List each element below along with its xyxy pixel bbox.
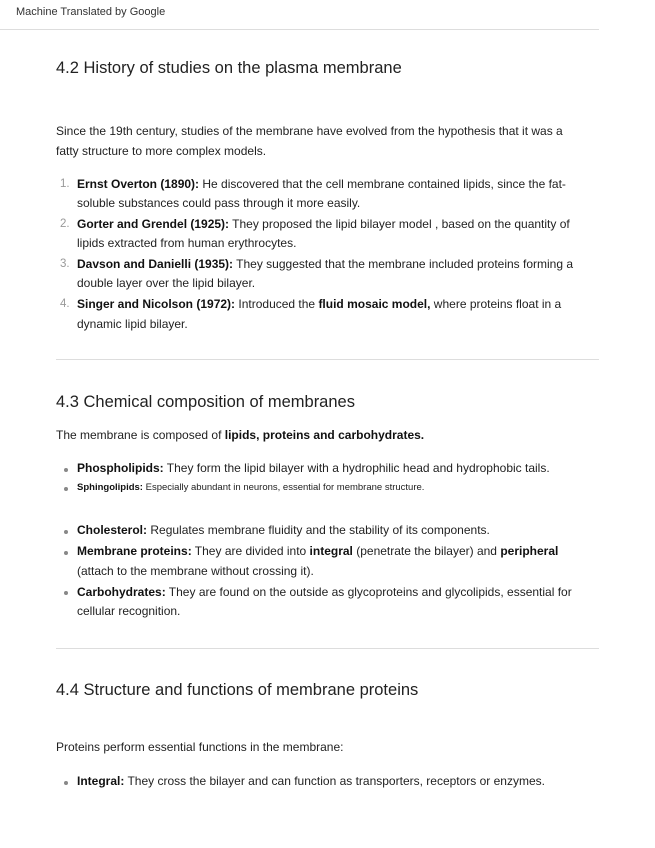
composition-list-1 bbox=[60, 459, 580, 498]
item-term: Davson and Danielli (1935): bbox=[77, 257, 234, 272]
item-text: They are found on the outside as glycoproteins and glycolipids, essential for cellular recognition. bbox=[77, 584, 572, 619]
item-text: They form the lipid bilayer with a hydrophilic head and hydrophobic tails. bbox=[163, 461, 550, 475]
section-4-4-intro: Proteins perform essential functions in the membrane: bbox=[56, 740, 344, 754]
item-term: Ernst Overton (1890): bbox=[77, 177, 200, 191]
section-4-2-intro: Since the 19th century, studies of the membrane have evolved from the hypothesis that it was a fatty structure to more complex models. bbox=[56, 124, 563, 158]
item-term-emphasis: integral bbox=[309, 544, 353, 559]
section-divider bbox=[56, 648, 599, 649]
list-number: 2. bbox=[60, 218, 70, 231]
list-number: 4. bbox=[60, 298, 70, 311]
list-item bbox=[60, 295, 580, 334]
item-term-emphasis: fluid mosaic model, bbox=[318, 297, 431, 312]
section-4-4-title: 4.4 Structure and functions of membrane proteins bbox=[56, 681, 419, 699]
item-term: Gorter and Grendel (1925): bbox=[77, 217, 230, 232]
item-text: They cross the bilayer and can function as transporters, receptors or enzymes. bbox=[124, 774, 545, 788]
top-divider bbox=[0, 29, 599, 30]
translation-banner: Machine Translated by Google bbox=[16, 6, 166, 18]
item-text: where proteins float in a dynamic lipid bilayer. bbox=[77, 297, 562, 331]
item-text: Especially abundant in neurons, essential for membrane structure. bbox=[142, 482, 425, 494]
list-item bbox=[60, 175, 580, 214]
bullet-icon bbox=[64, 487, 68, 491]
section-divider bbox=[56, 359, 599, 360]
list-item bbox=[60, 521, 580, 540]
section-4-2-title: 4.2 History of studies on the plasma membrane bbox=[56, 59, 402, 77]
bullet-icon bbox=[64, 591, 68, 595]
protein-list bbox=[60, 772, 580, 793]
list-item bbox=[60, 480, 580, 496]
item-text: He discovered that the cell membrane contained lipids, since the fat-soluble substances could pass through it more easily. bbox=[77, 177, 566, 211]
intro-text: The membrane is composed of bbox=[56, 428, 225, 442]
list-item bbox=[60, 459, 580, 478]
list-number: 3. bbox=[60, 258, 70, 271]
intro-emphasis: lipids, proteins and carbohydrates. bbox=[224, 428, 425, 442]
item-term: Sphingolipids: bbox=[77, 482, 143, 494]
list-item bbox=[60, 542, 580, 581]
item-text: Introduced the bbox=[235, 297, 319, 312]
item-text: Regulates membrane fluidity and the stability of its components. bbox=[147, 523, 490, 537]
item-term: Singer and Nicolson (1972): bbox=[77, 297, 236, 312]
item-term: Membrane proteins: bbox=[77, 544, 192, 559]
item-text: (attach to the membrane without crossing it). bbox=[77, 563, 314, 578]
item-term: Phospholipids: bbox=[77, 461, 164, 475]
section-4-3-title: 4.3 Chemical composition of membranes bbox=[56, 393, 355, 411]
item-term: Carbohydrates: bbox=[77, 584, 166, 599]
item-text: They suggested that the membrane included proteins forming a double layer over the lipid bilayer. bbox=[77, 257, 574, 291]
list-item bbox=[60, 772, 580, 791]
list-item bbox=[60, 583, 580, 622]
item-term-emphasis: peripheral bbox=[500, 544, 559, 559]
bullet-icon bbox=[64, 551, 68, 555]
section-4-3-intro bbox=[56, 426, 424, 445]
bullet-icon bbox=[64, 468, 68, 472]
item-term: Integral: bbox=[77, 774, 125, 788]
list-number: 1. bbox=[60, 178, 70, 190]
list-item bbox=[60, 255, 580, 294]
history-list bbox=[60, 175, 580, 335]
bullet-icon bbox=[64, 781, 68, 785]
item-text: They are divided into bbox=[191, 544, 310, 559]
item-text: They proposed the lipid bilayer model , based on the quantity of lipids extracted from human erythrocytes. bbox=[77, 217, 570, 251]
composition-list-2 bbox=[60, 521, 580, 623]
list-item bbox=[60, 215, 580, 254]
item-term: Cholesterol: bbox=[77, 523, 148, 537]
bullet-icon bbox=[64, 530, 68, 534]
item-text: (penetrate the bilayer) and bbox=[352, 544, 501, 559]
